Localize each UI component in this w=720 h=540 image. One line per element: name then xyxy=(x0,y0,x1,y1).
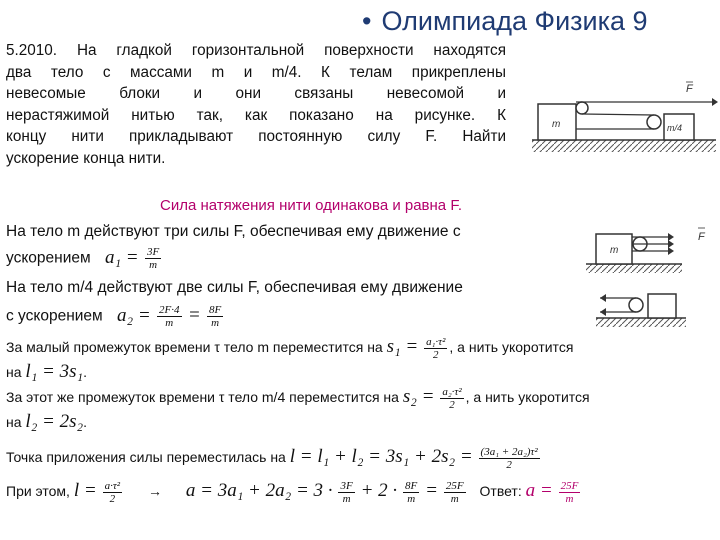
s2-fraction xyxy=(440,386,463,411)
f1-den: m xyxy=(342,493,351,505)
solution-line-8 xyxy=(6,412,87,432)
a2-fraction-2 xyxy=(207,304,223,329)
ground-hatch xyxy=(532,140,716,152)
block-m4-label: m/4 xyxy=(667,123,683,133)
problem-line: концу нити прикладывают постоянную силу F. Найти xyxy=(6,128,506,145)
solution-line-7-suffix: , а нить укоротится xyxy=(465,389,590,406)
f1-fraction xyxy=(338,480,354,505)
block-m-label: m xyxy=(552,119,561,130)
answer-den: m xyxy=(565,493,574,505)
plus-term: + 2 · xyxy=(360,480,398,502)
pulley-left xyxy=(576,102,588,114)
answer-label: Ответ: xyxy=(479,483,522,500)
implies-arrow: → xyxy=(147,483,162,500)
solution-line-8-text: на xyxy=(6,414,22,430)
pulley-diagram-top xyxy=(530,78,718,156)
l2-fraction xyxy=(103,480,123,505)
answer-num: 25F xyxy=(560,480,579,492)
solution-line-6-text: на xyxy=(6,364,22,380)
pulley-low xyxy=(629,298,643,312)
force-label: F xyxy=(686,83,693,95)
a2-num-2: 8F xyxy=(208,304,222,316)
l2-equation: l₂ = 2s₂ xyxy=(25,411,84,432)
equals-sign: = xyxy=(425,480,438,502)
solution-line-5-suffix: , а нить укоротится xyxy=(449,339,574,356)
f3-fraction xyxy=(444,480,466,505)
a2-num-1: 2F·4 xyxy=(159,304,180,316)
l-lhs: l = xyxy=(73,480,97,502)
solution-line-10 xyxy=(6,480,582,505)
l-num: (3a₁ + 2a₂)τ² xyxy=(480,446,538,458)
force-arrowhead xyxy=(712,98,718,106)
solution-line-5-text: За малый промежуток времени τ тело m переместится на xyxy=(6,339,383,356)
f2-fraction xyxy=(403,480,419,505)
solution-line-4-text: с ускорением xyxy=(6,307,103,325)
a-equation: a = 3a₁ + 2a₂ = 3 · xyxy=(185,480,333,502)
slide-title xyxy=(362,6,648,37)
problem-line: невесомые блоки и они связаны невесомой и xyxy=(6,85,506,102)
a1-num: 3F xyxy=(146,246,160,258)
a2-fraction-1 xyxy=(157,304,181,329)
l2-den: 2 xyxy=(109,493,116,505)
l1-equation: l₁ = 3s₁ xyxy=(25,361,84,382)
solution-line-9 xyxy=(6,446,542,471)
l-fraction xyxy=(479,446,540,471)
a1-fraction xyxy=(145,246,161,271)
solution-line-7-text: За этот же промежуток времени τ тело m/4 переместится на xyxy=(6,389,399,406)
a2-den-1: m xyxy=(165,317,174,329)
f3-den: m xyxy=(450,493,459,505)
block-m-mid-label: m xyxy=(610,245,619,256)
pulley-diagram-low xyxy=(592,288,692,328)
a1-den: m xyxy=(149,259,158,271)
f1-num: 3F xyxy=(340,480,353,492)
solution-line-6 xyxy=(6,362,87,382)
solution-line-3: На тело m/4 действуют две силы F, обеспечивая ему движение xyxy=(6,279,463,296)
s2-num: a₂·τ² xyxy=(442,386,462,398)
solution-line-6-suffix: . xyxy=(83,364,88,380)
s2-lhs: s₂ = xyxy=(402,386,435,408)
solution-line-9-text: Точка приложения силы переместилась на xyxy=(6,449,286,466)
solution-line-7 xyxy=(6,386,590,411)
f2-num: 8F xyxy=(405,480,418,492)
pulley-right xyxy=(647,115,661,129)
problem-statement xyxy=(6,40,506,169)
l-equation: l = l₁ + l₂ = 3s₁ + 2s₂ = xyxy=(289,446,473,468)
solution-line-2 xyxy=(6,246,163,271)
l2-num: a·τ² xyxy=(104,480,121,492)
l-den: 2 xyxy=(506,459,512,471)
s1-lhs: s₁ = xyxy=(386,336,419,358)
f3-num: 25F xyxy=(445,480,464,492)
answer xyxy=(525,480,583,505)
s1-num: a₁·τ² xyxy=(426,336,446,348)
problem-line: нерастяжимой нитью так, как показано на рисунке. К xyxy=(6,106,506,124)
a2-lhs: a₂ = xyxy=(117,304,151,326)
s2-den: 2 xyxy=(449,399,455,411)
force-label-mid: F xyxy=(698,231,705,243)
solution-line-2-text: ускорением xyxy=(6,249,91,267)
a1-lhs: a₁ = xyxy=(104,246,139,268)
problem-line: ускорение конца нити. xyxy=(6,149,166,167)
title-text: Олимпиада Физика 9 xyxy=(381,6,648,36)
s1-fraction xyxy=(424,336,447,361)
solution-line-1: На тело m действуют три силы F, обеспечивая ему движение с xyxy=(6,223,461,240)
string-mid xyxy=(582,114,654,115)
tension-statement: Сила натяжения нити одинакова и равна F. xyxy=(160,197,462,214)
problem-line: 5.2010. На гладкой горизонтальной поверхности находятся xyxy=(6,42,506,59)
problem-line: два тело с массами m и m/4. К телам прикреплены xyxy=(6,63,506,81)
solution-line-10-text: При этом, xyxy=(6,483,70,500)
answer-fraction xyxy=(559,480,581,505)
title-bullet: • xyxy=(362,6,372,36)
solution-line-5 xyxy=(6,336,573,361)
s1-den: 2 xyxy=(432,349,439,361)
answer-lhs: a = xyxy=(525,480,553,502)
solution-line-4 xyxy=(6,304,225,329)
a2-equals: = xyxy=(187,304,201,326)
block-m4-low xyxy=(648,294,676,318)
f2-den: m xyxy=(407,493,416,505)
pulley-diagram-mid xyxy=(584,224,714,276)
a2-den-2: m xyxy=(211,317,220,329)
solution-line-8-suffix: . xyxy=(83,414,88,430)
